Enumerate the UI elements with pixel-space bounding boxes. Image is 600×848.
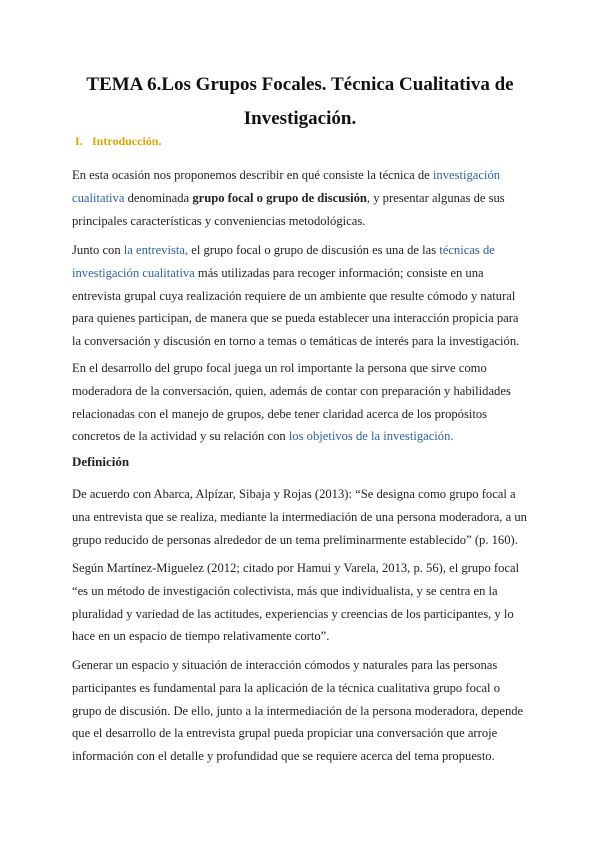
p1-text-c: , y presentar algunas de sus principales características y conveniencias metodológicas. [72, 190, 505, 228]
p5-text: Según Martínez-Miguelez (2012; citado por Hamui y Varela, 2013, p. 56), el grupo focal “es un método de investigación colectivista, más que individualista, y se centra en la pluralidad y variedad de las actitudes, experiencias y creencias de los participantes, y lo hace en un espacio de tiempo relativamente corto”. [72, 561, 520, 644]
paragraph-1 [72, 164, 528, 232]
p1-text-a: En esta ocasión nos proponemos describir en qué consiste la técnica de [72, 168, 433, 182]
paragraph-4 [72, 483, 528, 551]
p4-text: De acuerdo con Abarca, Alpízar, Sibaja y Rojas (2013): “Se designa como grupo focal a una entrevista que se realiza, mediante la intermediación de una persona moderadora, a un grupo reducido de personas alrededor de un tema preliminarmente establecido” (p. 160). [72, 487, 527, 547]
p2-text-b: el grupo focal o grupo de discusión es una de las [188, 243, 440, 257]
p2-text-c: más utilizadas para recoger información; consiste en una entrevista grupal cuya realización requiere de un ambiente que resulte cómodo y natural para quienes participan, de manera que se pueda establecer una interacción propicia para la conversación y discusión en torno a temas o temáticas de interés para la investigación. [72, 265, 520, 349]
link-investigacion-cualitativa[interactable]: investigación cualitativa [72, 168, 501, 205]
p1-text-b: denominada [124, 190, 193, 205]
title-line-2: Investigación. [243, 108, 357, 129]
link-tecnicas-investigacion-cualitativa[interactable]: técnicas de investigación cualitativa [72, 243, 495, 280]
link-la-entrevista[interactable]: la entrevista, [123, 243, 189, 257]
paragraph-2 [72, 239, 528, 353]
definition-heading: Definición [72, 454, 130, 469]
section-heading [75, 134, 161, 149]
section-number: I. [75, 134, 83, 148]
paragraph-5 [72, 557, 528, 648]
paragraph-3 [72, 357, 528, 448]
p3-text-a: En el desarrollo del grupo focal juega un rol importante la persona que sirve como moderadora de la conversación, quien, además de contar con preparación y habilidades relacionadas con el manejo de grupos, debe tener claridad acerca de los propósitos concretos de la actividad y su relación con [72, 361, 511, 444]
p1-bold-term: grupo focal o grupo de discusión [192, 190, 367, 205]
title-line-1: TEMA 6.Los Grupos Focales. Técnica Cualitativa de [86, 74, 514, 95]
paragraph-6 [72, 654, 528, 768]
document-title [60, 68, 540, 136]
p2-text-a: Junto con [72, 243, 124, 257]
section-label: Introducción. [92, 134, 162, 148]
link-objetivos-investigacion[interactable]: los objetivos de la investigación. [288, 429, 454, 444]
p6-text: Generar un espacio y situación de interacción cómodos y naturales para las personas participantes es fundamental para la aplicación de la técnica cualitativa grupo focal o grupo de discusión. De ello, junto a la intermediación de la persona moderadora, depende que el desarrollo de la entrevista grupal pueda propiciar una conversación que arroje información con el detalle y profundidad que se requiere acerca del tema propuesto. [72, 658, 524, 764]
